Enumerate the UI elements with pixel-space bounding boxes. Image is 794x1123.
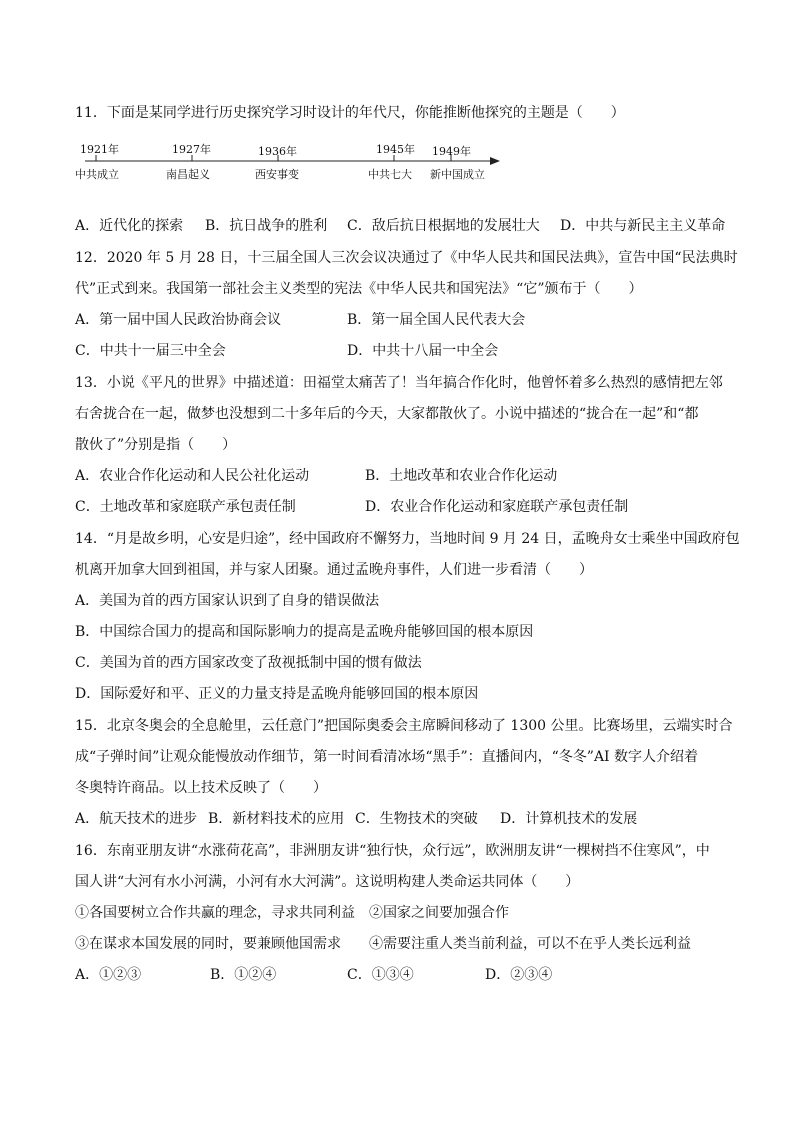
q12-stem-line: 12．2020 年 5 月 28 日，十三届全国人三次会议决通过了《中华人民共和国民法典》，宣告中国“民法典时 xyxy=(75,250,738,266)
timeline-year: 1945年 xyxy=(376,143,415,156)
q13-stem-line: 13．小说《平凡的世界》中描述道：田福堂太痛苦了！当年搞合作化时，他曾怀着多么热烈的感情把左邻 xyxy=(75,375,723,391)
timeline-event: 中共成立 xyxy=(75,168,119,181)
q16-option-b: B．①②④ xyxy=(210,967,277,983)
q14-option-c: C．美国为首的西方国家改变了敌视抵制中国的惯有做法 xyxy=(75,655,422,671)
q12-option-c: C．中共十一届三中全会 xyxy=(75,343,226,359)
q16-stem-line: 国人讲“大河有水小河满，小河有水大河满”。这说明构建人类命运共同体（ ） xyxy=(75,874,580,890)
timeline-year: 1921年 xyxy=(80,143,119,156)
q15-stem-line: 15．北京冬奥会的全息舱里，云任意门”把国际奥委会主席瞬间移动了 1300 公里。比赛场里，云端实时合 xyxy=(75,718,733,734)
q13-option-b: B．土地改革和农业合作化运动 xyxy=(365,468,558,484)
q16-option-a: A．①②③ xyxy=(75,967,142,983)
q11-option-b: B．抗日战争的胜利 xyxy=(205,218,328,234)
q15-option-d: D．计算机技术的发展 xyxy=(500,811,638,827)
q12-stem-line: 代”正式到来。我国第一部社会主义类型的宪法《中华人民共和国宪法》“它”颁布于（ ） xyxy=(75,281,643,297)
q14-stem-line: 14．“月是故乡明，心安是归途”，经中国政府不懈努力，当地时间 9 月 24 日，孟晚舟女士乘坐中国政府包 xyxy=(75,531,740,547)
q13-option-a: A．农业合作化运动和人民公社化运动 xyxy=(75,468,310,484)
q11-option-c: C．敌后抗日根据地的发展壮大 xyxy=(347,218,540,234)
q14-stem-line: 机离开加拿大回到祖国，并与家人团聚。通过孟晚舟事件，人们进一步看清（ ） xyxy=(75,562,593,578)
timeline-event: 新中国成立 xyxy=(430,168,485,181)
q14-option-a: A．美国为首的西方国家认识到了自身的错误做法 xyxy=(75,593,380,609)
q12-option-d: D．中共十八届一中全会 xyxy=(347,343,499,359)
q15-option-c: C．生物技术的突破 xyxy=(355,811,478,827)
q15-stem-line: 冬奥特许商品。以上技术反映了（ ） xyxy=(75,780,327,796)
q14-option-b: B．中国综合国力的提高和国际影响力的提高是孟晚舟能够回国的根本原因 xyxy=(75,624,534,640)
timeline-year: 1949年 xyxy=(432,145,471,158)
q13-option-d: D．农业合作化运动和家庭联产承包责任制 xyxy=(365,499,629,515)
q14-option-d: D．国际爱好和平、正义的力量支持是孟晚舟能够回国的根本原因 xyxy=(75,686,479,702)
q12-option-a: A．第一届中国人民政治协商会议 xyxy=(75,312,282,328)
q16-statement-line: ③在谋求本国发展的同时，要兼顾他国需求 ④需要注重人类当前利益，可以不在乎人类长远利益 xyxy=(75,936,691,952)
q11-option-d: D．中共与新民主主义革命 xyxy=(560,218,726,234)
timeline-year: 1927年 xyxy=(172,143,211,156)
q13-stem-line: 散伙了”分别是指（ ） xyxy=(75,437,237,453)
q16-option-d: D．②③④ xyxy=(485,967,553,983)
q16-statement-line: ①各国要树立合作共赢的理念，寻求共同利益 ②国家之间要加强合作 xyxy=(75,905,509,921)
timeline-arrow-icon xyxy=(490,157,500,165)
q12-option-b: B．第一届全国人民代表大会 xyxy=(347,312,526,328)
q15-option-a: A．航天技术的进步 xyxy=(75,811,198,827)
q11-option-a: A．近代化的探索 xyxy=(75,218,184,234)
q11-stem: 11．下面是某同学进行历史探究学习时设计的年代尺，你能推断他探究的主题是（ ） xyxy=(75,105,625,121)
timeline-year: 1936年 xyxy=(258,145,297,158)
q15-option-b: B．新材料技术的应用 xyxy=(208,811,345,827)
q15-stem-line: 成“子弹时间”让观众能慢放动作细节，第一时间看清冰场“黑手”：直播间内，“冬冬”AI 数字人介绍着 xyxy=(75,749,699,765)
q16-stem-line: 16．东南亚朋友讲“水涨荷花高”，非洲朋友讲“独行快，众行远”，欧洲朋友讲“一棵树挡不住寒风”，中 xyxy=(75,843,710,859)
q13-stem-line: 右舍拢合在一起，做梦也没想到二十多年后的今天，大家都散伙了。小说中描述的“拢合在一起”和“都 xyxy=(75,406,699,422)
q13-option-c: C．土地改革和家庭联产承包责任制 xyxy=(75,499,296,515)
timeline-event: 南昌起义 xyxy=(166,168,210,181)
timeline-event: 西安事变 xyxy=(255,168,299,181)
q16-option-c: C．①③④ xyxy=(347,967,414,983)
timeline-event: 中共七大 xyxy=(368,168,412,181)
